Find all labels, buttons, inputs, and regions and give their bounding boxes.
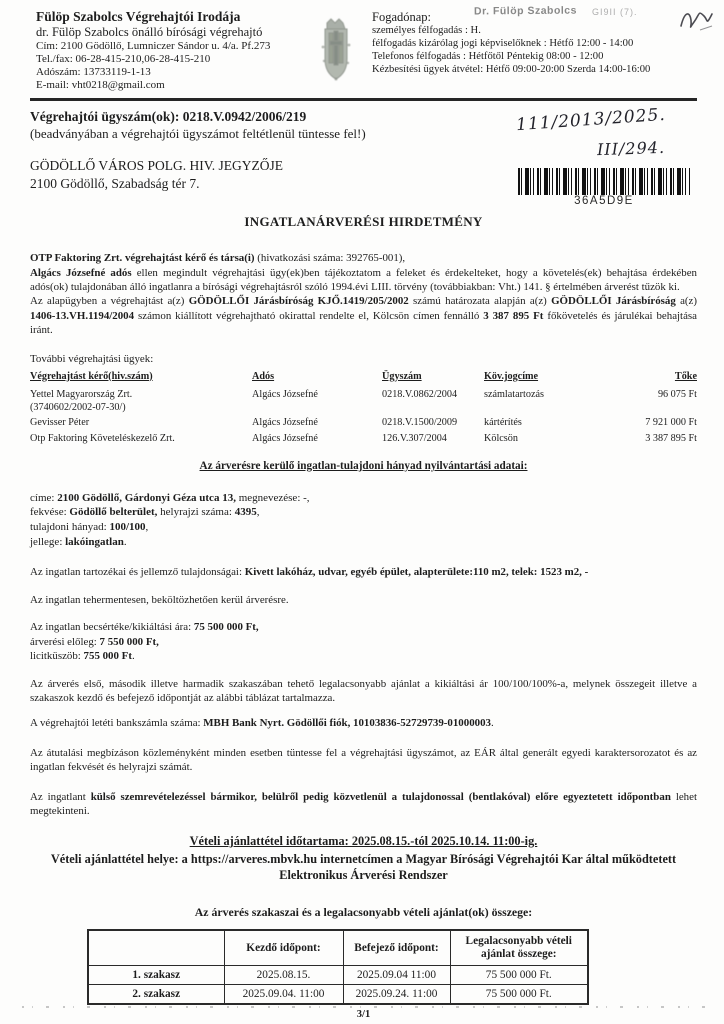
- handwritten-note-2: III/294.: [596, 137, 666, 160]
- deposit-line: árverési előleg: 7 550 000 Ft,: [30, 635, 159, 648]
- table-cell: Algács Józsefné: [252, 432, 318, 444]
- property-section-heading: Az árverésre kerülő ingatlan-tulajdoni hányad nyilvántartási adatai:: [199, 459, 528, 472]
- column-header: Köv.jogcíme: [484, 370, 539, 382]
- column-header: [88, 930, 224, 966]
- schedule-heading: Az árverés szakaszai és a legalacsonyabb vételi ajánlat(ok) összege:: [194, 905, 533, 920]
- table-header-row: [88, 930, 588, 966]
- office-subtitle: dr. Fülöp Szabolcs önálló bírósági végrehajtó: [36, 24, 263, 39]
- property-features: Az ingatlan tartozékai és jellemző tulajdonságai: Kivett lakóház, udvar, egyéb épület, alapterülete:110 m2, telek: 1523 m2, -: [30, 566, 589, 579]
- table-cell: számlatartozás: [484, 388, 544, 400]
- transfer-note-paragraph: Az átutalási megbízáson közleményként minden esetben tüntesse fel a végrehajtási ügyszámot, az EÁR által generált egyedi karaktersorozatot és az ingatlan fekvését és helyrajzi számát.: [30, 746, 697, 774]
- page-number: 3/1: [356, 1009, 371, 1021]
- reception-block: [372, 10, 650, 77]
- column-header: Ügyszám: [382, 370, 422, 382]
- stage-start: 2025.08.15.: [224, 966, 343, 985]
- office-block: [36, 9, 270, 92]
- table-cell: 3 387 895 Ft: [645, 432, 697, 444]
- stage-end: 2025.09.04 11:00: [343, 966, 450, 985]
- reception-line: Telefonos félfogadás : Hétfőtől Péntekig 08:00 - 12:00: [372, 51, 604, 63]
- office-tax-id: Adószám: 13733119-1-13: [36, 65, 151, 78]
- addressee-name: GÖDÖLLŐ VÁROS POLG. HIV. JEGYZŐJE: [30, 158, 284, 174]
- table-cell: Yettel Magyarország Zrt. (3740602/2002-07-30/): [30, 388, 133, 414]
- schedule-table: [87, 929, 589, 1005]
- property-address-line: címe: 2100 Gödöllő, Gárdonyi Géza utca 13, megnevezése: -,: [30, 491, 310, 504]
- stage-label: 2. szakasz: [88, 985, 224, 1005]
- column-header: Legalacsonyabb vételi ajánlat összege:: [450, 930, 588, 966]
- property-details: [30, 491, 697, 550]
- reception-line: Kézbesítési ügyek átvétel: Hétfő 09:00-20:00 Szerda 14:00-16:00: [372, 64, 651, 76]
- office-name: Fülöp Szabolcs Végrehajtói Irodája: [36, 9, 241, 24]
- table-cell: kártérítés: [484, 417, 522, 429]
- faded-stamp-illegible-text: GI9II (7).: [592, 7, 638, 17]
- reception-line: személyes félfogadás : H.: [372, 25, 481, 37]
- table-cell: 7 921 000 Ft: [645, 417, 697, 429]
- column-header: Tőke: [674, 370, 697, 382]
- reception-line: félfogadás kizárólag jogi képviselőknek : Hétfő 12:00 - 14:00: [372, 38, 634, 50]
- creditor-line: OTP Faktoring Zrt. végrehajtást kérő és társa(i) (hivatkozási száma: 392765-001),: [30, 252, 406, 265]
- barcode-block: [518, 168, 690, 207]
- price-block: [30, 620, 697, 664]
- faded-stamp-text: Dr. Fülöp Szabolcs: [473, 4, 577, 18]
- case-number: Végrehajtói ügyszám(ok): 0218.V.0942/2006/219: [30, 109, 307, 124]
- table-cell: 96 075 Ft: [657, 388, 697, 400]
- intro-paragraphs: [30, 251, 697, 337]
- reception-title: Fogadónap:: [372, 10, 432, 24]
- table-cell: Algács Józsefné: [252, 417, 318, 429]
- debtor-paragraph: Algács Józsefné adós ellen megindult végrehajtási ügy(ek)ben tájékoztatom a feleket és érdekelteket, hogy a követelés(ek) behajtása érdekében adós(ok) tulajdonában álló ingatlanra a bírósági végrehajtásról szóló 1994.évi LIII. törvény (továbbiakban: Vht.) 141. § értelmében árverést tűzök ki.: [30, 266, 697, 293]
- office-email: E-mail: vht0218@gmail.com: [36, 78, 165, 91]
- stage-min-offer: 75 500 000 Ft.: [450, 966, 588, 985]
- office-phone: Tel./fax: 06-28-415-210,06-28-415-210: [36, 52, 211, 65]
- table-cell: 0218.V.1500/2009: [382, 417, 458, 429]
- table-cell: 0218.V.0862/2004: [382, 388, 458, 400]
- barcode-label: 36A5D9E: [574, 195, 634, 207]
- further-cases-label: További végrehajtási ügyek:: [30, 352, 154, 365]
- vacant-possession-line: Az ingatlan tehermentesen, beköltözhetően kerül árverésre.: [30, 593, 289, 606]
- table-cell: Otp Faktoring Követeléskezelő Zrt.: [30, 432, 175, 444]
- column-header: Kezdő időpont:: [224, 930, 343, 966]
- offer-place-heading: Vételi ajánlattétel helye: a https://arveres.mbvk.hu internetcímen a Magyar Bírósági Végrehajtói Kar által működtetett Elektronikus Árverési Rendszer: [50, 852, 677, 883]
- office-address: Cím: 2100 Gödöllő, Lumniczer Sándor u. 4/a. Pf.273: [36, 39, 271, 52]
- table-cell: Kölcsön: [484, 432, 518, 444]
- table-cell: Gevisser Péter: [30, 417, 90, 429]
- bank-account-line: A végrehajtói letéti bankszámla száma: MBH Bank Nyrt. Gödöllői fiók, 10103836-52729739-01000003.: [30, 717, 494, 730]
- offer-period-heading: Vételi ajánlattétel időtartama: 2025.08.15.-tól 2025.10.14. 11:00-ig.: [189, 834, 538, 849]
- table-row: [88, 966, 588, 985]
- table-cell: 126.V.307/2004: [382, 432, 447, 444]
- letterhead: [0, 0, 724, 101]
- column-header: Adós: [252, 370, 275, 382]
- table-cell: Algács Józsefné: [252, 388, 318, 400]
- document-body: [0, 109, 724, 1020]
- table-row: [88, 985, 588, 1005]
- stage-label: 1. szakasz: [88, 966, 224, 985]
- further-cases-table: [30, 370, 697, 446]
- estimated-price-line: Az ingatlan becsértéke/kikiáltási ára: 75 500 000 Ft,: [30, 621, 259, 634]
- addressee-address: 2100 Gödöllő, Szabadság tér 7.: [30, 175, 200, 191]
- document-title: INGATLANÁRVERÉSI HIRDETMÉNY: [244, 214, 483, 230]
- stages-paragraph: Az árverés első, második illetve harmadik szakaszában tehető legalacsonyabb ajánlat a kikiáltási ár 100/100/100%-a, melynek összegeit illetve a szakaszok kezdő és befejező időpontját az alábbi táblázat tartalmazza.: [30, 677, 697, 704]
- coat-of-arms-seal-icon: [317, 17, 355, 87]
- column-header: Befejező időpont:: [343, 930, 450, 966]
- barcode-icon: [518, 168, 690, 195]
- viewing-paragraph: Az ingatlant külső szemrevételezéssel bármikor, belülről pedig közvetlenül a tulajdonossal (bentlakóval) előre egyeztetett időpontban lehet megtekinteni.: [30, 790, 697, 817]
- scan-artifact-line: [22, 1006, 706, 1008]
- signature-scribble-icon: [678, 4, 718, 36]
- stage-min-offer: 75 500 000 Ft.: [450, 985, 588, 1005]
- property-type-line: jellege: lakóingatlan.: [30, 535, 127, 548]
- header-divider: [30, 98, 697, 101]
- property-location-line: fekvése: Gödöllő belterület, helyrajzi száma: 4395,: [30, 506, 260, 519]
- stage-end: 2025.09.24. 11:00: [343, 985, 450, 1005]
- column-header: Végrehajtást kérő(hiv.szám): [30, 370, 153, 382]
- case-number-note: (beadványában a végrehajtói ügyszámot feltétlenül tüntesse fel!): [30, 125, 366, 141]
- property-share-line: tulajdoni hányad: 100/100,: [30, 521, 149, 534]
- base-case-paragraph: Az alapügyben a végrehajtást a(z) GÖDÖLLŐI Járásbíróság KJŐ.1419/205/2002 számú határozata alapján a(z) GÖDÖLLŐI Járásbíróság a(z) 1406-13.VH.1194/2004 számon kiállított végrehajtható okirattal rendelte el, Kölcsön címen fennálló 3 387 895 Ft főkövetelés és járulékai behajtása iránt.: [30, 295, 697, 337]
- stage-start: 2025.09.04. 11:00: [224, 985, 343, 1005]
- bid-step-line: licitküszöb: 755 000 Ft.: [30, 650, 135, 663]
- handwritten-note-1: 111/2013/2025.: [515, 104, 667, 136]
